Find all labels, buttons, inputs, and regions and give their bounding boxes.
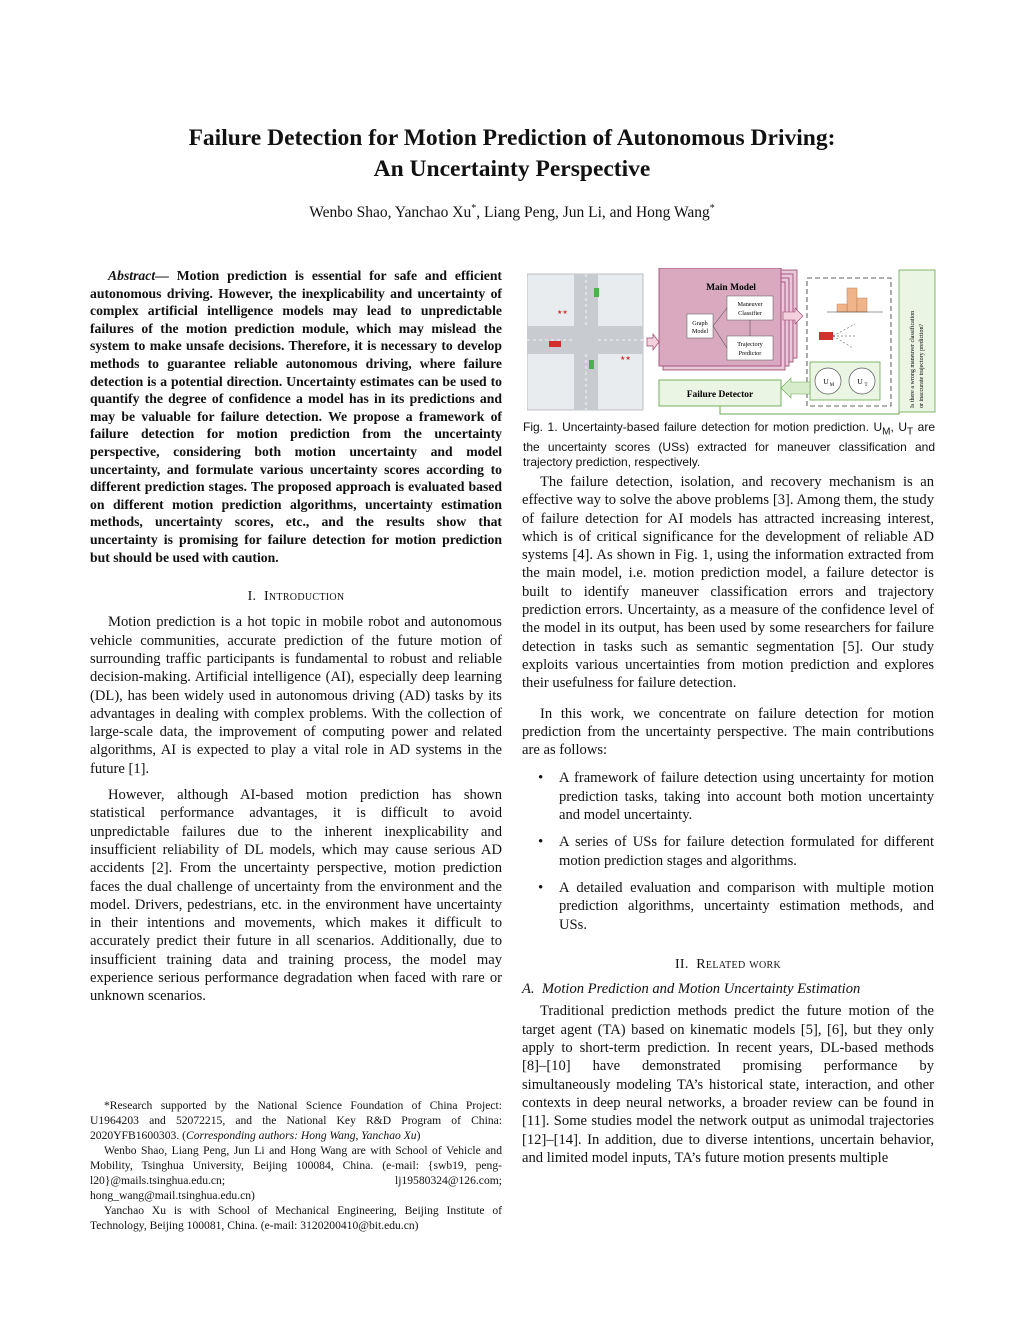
abstract-text: Motion prediction is essential for safe and efficient autonomous driving. However, the inexplicability and uncertainty of complex artificial intelligence models may lead to unpredictable failures of the motion prediction module, which may mislead the system to make unsafe decisions. Therefore, it is necessary to develop methods to guarantee reliable autonomous driving, where failure detection is a potential direction. Uncertainty estimates can be used to quantify the degree of confidence a model has in its predictions and may be valuable for failure detection. We propose a framework of failure detection for motion prediction from the uncertainty perspective, considering both motion uncertainty and model uncertainty, and formulate various uncertainty scores according to different prediction stages. The proposed approach is evaluated based on different motion prediction algorithms, uncertainty estimation methods, uncertainty scores, etc., and the results show that uncertainty is promising for failure detection for motion prediction but should be used with caution. [90, 268, 502, 565]
list-item: • A framework of failure detection using uncertainty for motion prediction tasks, taking into account both motion uncertainty and model uncertainty. [522, 769, 934, 824]
title-line-1: Failure Detection for Motion Prediction of Autonomous Driving: [188, 125, 836, 151]
um-label: U [823, 377, 829, 386]
list-item: • A detailed evaluation and comparison with multiple motion prediction algorithms, uncertainty estimation methods, and USs. [522, 879, 934, 934]
subsection-heading: A. Motion Prediction and Motion Uncertainty Estimation [522, 981, 861, 998]
intro-paragraph-1: Motion prediction is a hot topic in mobile robot and autonomous vehicle communities, accurate prediction of the future motion of surrounding traffic participants is fundamental to robust and reliable decision-making. Artificial intelligence (AI), especially deep learning (DL), has been widely used in autonomous driving (AD) tasks by its advantages in dealing with complex problems. With the collection of large-scale data, the improvement of computing power and related algorithms, AI is expected to play a vital role in AD systems in the future [1]. [90, 614, 502, 777]
author-name: Jun Li [562, 204, 602, 222]
svg-text:Predictor: Predictor [738, 350, 762, 357]
side-question-line-2: or inaccurate trajectory prediction? [919, 323, 925, 408]
contribution-list [522, 769, 934, 933]
failure-detector-label: Failure Detector [686, 390, 754, 400]
abstract: Abstract— Motion prediction is essential for safe and efficient autonomous driving. However, the inexplicability and uncertainty of complex artificial intelligence models may lead to unpredictable failures of the motion prediction module, which may mislead the system to make unsafe decisions. Therefore, it is necessary to develop methods to guarantee reliable autonomous driving, where failure detection is a potential direction. Uncertainty estimates can be used to quantify the degree of confidence a model has in its predictions and may be valuable for failure detection. We propose a framework of failure detection for motion prediction from the uncertainty perspective, considering both motion uncertainty and model uncertainty, and formulate various uncertainty scores according to different prediction stages. The proposed approach is evaluated based on different motion prediction algorithms, uncertainty estimation methods, uncertainty scores, etc., and the results show that uncertainty is promising for failure detection for motion prediction but should be used with caution. [90, 268, 502, 565]
section-heading-introduction: I. Introduction [247, 589, 345, 605]
svg-text:Graph: Graph [692, 320, 708, 327]
svg-text:Classifier: Classifier [738, 310, 762, 317]
author-name: Liang Peng [483, 204, 555, 222]
footnotes [90, 1098, 502, 1233]
corresponding-mark: * [709, 203, 715, 214]
svg-text:Maneuver: Maneuver [737, 301, 763, 308]
figure-1 [527, 268, 937, 418]
road-scene-image [527, 274, 643, 410]
svg-text:Trajectory: Trajectory [737, 341, 763, 348]
figure-1-caption: Fig. 1. Uncertainty-based failure detection for motion prediction. $U_M$, $U_T$ are the uncertainty scores (USs) extracted for maneuver classification and trajectory prediction, respectively. [523, 420, 935, 470]
author-name: Hong Wang [635, 204, 710, 222]
svg-text:★★: ★★ [557, 310, 568, 316]
paper-title [90, 123, 934, 185]
right-paragraph-2: In this work, we concentrate on failure detection for motion prediction from the uncertainty perspective. The main contributions are as follows: [522, 705, 934, 759]
footnote-funding: *Research supported by the National Science Foundation of China Project: U1964203 and 52072215, and the National Key R&D Program of China: 2020YFB1600303. (Corresponding authors: Hong Wang, Yanchao Xu) [90, 1099, 502, 1142]
right-paragraph-1: The failure detection, isolation, and recovery mechanism is an effective way to solve the above problems [3]. Among them, the study of failure detection for AI models has attracted increasing interest, which is of critical significance for the development of reliable AD systems [4]. As shown in Fig. 1, using the information extracted from the main model, i.e. motion prediction model, a failure detector is built to identify maneuver classification errors and trajectory prediction errors. Uncertainty, as a measure of the confidence level of the model in its output, has been used by some researchers for failure detection in tasks such as semantic segmentation [5]. Our study exploits various uncertainties from motion prediction and explores their usefulness for failure detection. [522, 474, 934, 692]
side-question-line-1: Is there a wrong maneuver classification [910, 310, 916, 408]
footnote-affiliation-1: Wenbo Shao, Liang Peng, Jun Li and Hong Wang are with School of Vehicle and Mobility, Tsinghua University, Beijing 100084, China. (e-mail: {swb19, peng-l20}@mails.tsinghua.edu.cn; lj19580324@126.com; hong_wang@mail.tsinghua.edu.cn) [90, 1144, 502, 1202]
author-name: Yanchao Xu [394, 204, 472, 222]
footnote-affiliation-2: Yanchao Xu is with School of Mechanical Engineering, Beijing Institute of Technology, Beijing 100081, China. (e-mail: 3120200410@bit.edu.cn) [90, 1204, 502, 1232]
right-column [522, 473, 934, 1167]
svg-text:M: M [829, 383, 835, 388]
corresponding-mark: * [471, 203, 477, 214]
related-work-paragraph: Traditional prediction methods predict the future motion of the target agent (TA) based on kinematic models [5], [6], but they only apply to short-term prediction. In recent years, DL-based methods [8]–[10] have demonstrated promising performance by simultaneously modeling TA’s historical state, interaction, and other contexts in deep neural networks, a broader review can be found in [11]. Some studies model the network output as unimodal trajectories [12]–[14]. In addition, due to diverse intentions, uncertain behavior, and limited model inputs, TA’s future motion presents multiple [522, 1003, 934, 1166]
figure-1-diagram [527, 268, 937, 418]
author-name: Wenbo Shao [309, 204, 388, 222]
title-line-2: An Uncertainty Perspective [373, 156, 651, 182]
section-heading-related-work: II. Related work [674, 956, 782, 972]
left-column [90, 267, 502, 1006]
svg-text:Model: Model [691, 328, 709, 335]
author-list: Wenbo Shao, Yanchao Xu*, Liang Peng, Jun Li, and Hong Wang* [309, 203, 715, 222]
main-model-label: Main Model [706, 283, 756, 293]
ut-label: U [857, 377, 863, 386]
abstract-label: Abstract [108, 268, 156, 283]
svg-text:T: T [864, 383, 868, 388]
list-item: • A series of USs for failure detection formulated for different motion prediction stages and algorithms. [522, 833, 934, 870]
svg-text:★★: ★★ [620, 356, 631, 362]
intro-paragraph-2: However, although AI-based motion prediction has shown statistical performance advantages, it is difficult to avoid unpredictable failures due to the inherent inexplicability and insufficient reliability of DL models, which may cause serious AD accidents [2]. From the uncertainty perspective, motion prediction faces the dual challenge of uncertainty from the environment and the model. Drivers, pedestrians, etc. in the environment have uncertainty in their intentions and movements, which makes it difficult to accurately predict their future in all scenarios. Additionally, due to insufficient training data and training process, the model may experience serious performance degradation when faced with rare or unknown scenarios. [90, 787, 502, 1005]
